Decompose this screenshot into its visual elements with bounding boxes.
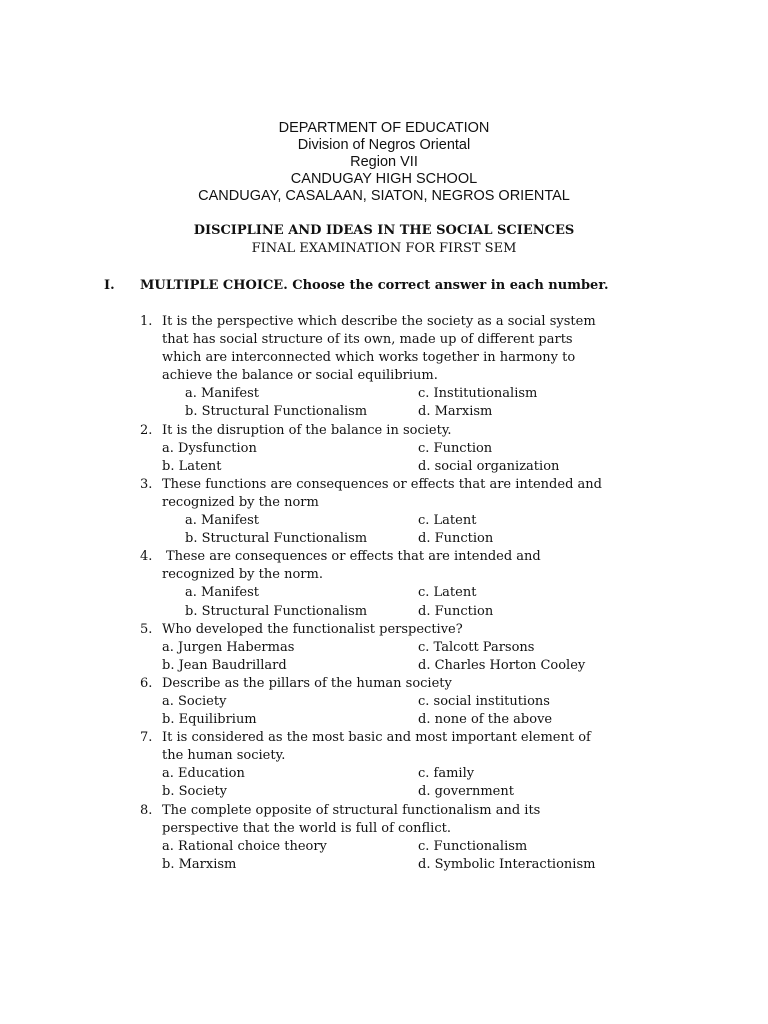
choice-option: b. Marxism [162,856,237,872]
choice-option: c. Institutionalism [418,386,538,402]
question-text: recognized by the norm [162,494,319,510]
question-number: 5. [140,621,153,637]
question-text: recognized by the norm. [162,567,323,583]
choice-option: c. Latent [418,585,477,601]
school-header [0,120,768,205]
section-heading [104,277,704,295]
question-text: It is the disruption of the balance in society. [162,422,452,438]
exam-title-block [0,222,768,258]
choice-option: c. family [418,766,475,782]
choice-option: c. Latent [418,513,477,529]
choice-option: a. Dysfunction [162,440,257,456]
choice-row [0,458,768,476]
choice-row [0,530,768,548]
question-text: It is the perspective which describe the society as a social system [162,314,596,329]
question-item [0,621,768,675]
choice-option: d. Marxism [418,404,493,420]
choice-option: a. Manifest [185,585,260,601]
division-line: Division of Negros Oriental [297,137,471,153]
question-continuation-line [0,349,768,367]
question-text: Who developed the functionalist perspective? [162,621,463,637]
choice-option: b. Jean Baudrillard [162,657,287,673]
choice-option: d. Charles Horton Cooley [418,657,586,673]
choice-option: d. Function [418,531,494,547]
choice-option: d. Symbolic Interactionism [418,856,596,872]
choice-option: c. Function [418,440,493,456]
question-item [0,313,768,422]
question-line [0,802,768,820]
question-line [0,422,768,440]
choice-row [0,856,768,874]
choice-row [0,711,768,729]
school-address-line: CANDUGAY, CASALAAN, SIATON, NEGROS ORIENTAL [198,188,570,204]
choice-row [0,693,768,711]
question-line [0,476,768,494]
choice-row [0,512,768,530]
question-number: 4. [140,549,153,565]
choice-row [0,440,768,458]
choice-option: d. government [418,784,514,800]
choice-row [0,657,768,675]
choice-row [0,765,768,783]
question-continuation-line [0,820,768,838]
question-number: 8. [140,802,153,818]
question-item [0,548,768,620]
question-continuation-line [0,747,768,765]
choice-row [0,385,768,403]
question-text: The complete opposite of structural functionalism and its [162,802,541,818]
school-name-line: CANDUGAY HIGH SCHOOL [290,171,478,187]
question-item [0,729,768,801]
question-item [0,422,768,476]
question-item [0,675,768,729]
department-line: DEPARTMENT OF EDUCATION [278,120,490,136]
question-continuation-line [0,494,768,512]
question-continuation-line [0,331,768,349]
question-number: 3. [140,476,153,492]
choice-option: a. Jurgen Habermas [162,639,295,655]
choice-option: a. Manifest [185,386,260,402]
question-text: It is considered as the most basic and most important element of [162,730,591,746]
question-item [0,476,768,548]
choice-option: c. social institutions [418,693,550,709]
choice-option: b. Society [162,784,228,800]
choice-row [0,639,768,657]
question-item [0,802,768,874]
section-instruction: MULTIPLE CHOICE. Choose the correct answer in each number. [140,278,609,293]
question-line [0,675,768,693]
choice-row [0,403,768,421]
choice-row [0,783,768,801]
choice-option: d. social organization [418,458,560,474]
choice-option: c. Functionalism [418,838,528,854]
question-number: 6. [140,675,153,691]
choice-option: a. Manifest [185,513,260,529]
question-text: which are interconnected which works together in harmony to [162,350,576,366]
exam-subtitle: FINAL EXAMINATION FOR FIRST SEM [251,241,517,256]
question-number: 7. [140,730,153,746]
question-text: the human society. [162,748,286,764]
choice-option: a. Society [162,693,227,709]
choice-row [0,584,768,602]
question-text: These are consequences or effects that are intended and [166,549,541,565]
choice-row [0,838,768,856]
choice-option: a. Rational choice theory [162,838,327,854]
choice-option: b. Equilibrium [162,712,257,728]
section-number: I. [104,278,115,293]
question-line [0,729,768,747]
question-text: Describe as the pillars of the human society [162,675,452,691]
choice-option: b. Structural Functionalism [185,404,368,420]
question-text: These functions are consequences or effects that are intended and [162,476,602,492]
question-continuation-line [0,566,768,584]
choice-option: b. Structural Functionalism [185,603,368,619]
question-line [0,313,768,331]
question-line [0,548,768,566]
choice-option: a. Education [162,766,245,782]
question-number: 1. [140,314,153,329]
question-line [0,621,768,639]
question-number: 2. [140,422,153,438]
choice-option: b. Latent [162,458,222,474]
question-text: achieve the balance or social equilibrium. [162,368,438,384]
choice-option: b. Structural Functionalism [185,531,368,547]
choice-option: d. Function [418,603,494,619]
choice-row [0,603,768,621]
question-text: perspective that the world is full of conflict. [162,820,451,836]
region-line: Region VII [350,154,418,170]
choice-option: d. none of the above [418,712,553,728]
choice-option: c. Talcott Parsons [418,639,535,655]
question-continuation-line [0,367,768,385]
question-list [0,313,768,874]
question-text: that has social structure of its own, made up of different parts [162,332,573,348]
exam-subject-title: DISCIPLINE AND IDEAS IN THE SOCIAL SCIENCES [193,223,575,238]
